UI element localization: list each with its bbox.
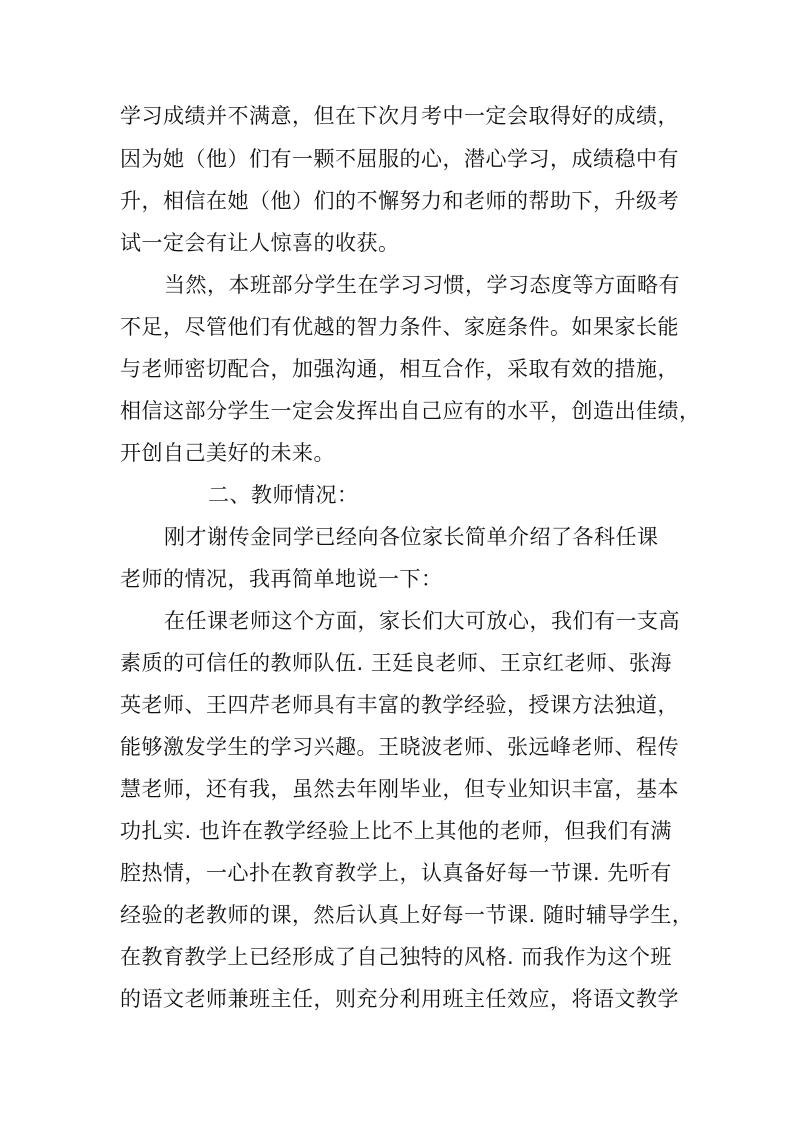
paragraph-line: 升，相信在她（他）们的不懈努力和老师的帮助下，升级考 bbox=[120, 189, 679, 213]
paragraph-line: 在任课老师这个方面，家长们大可放心，我们有一支高 bbox=[164, 609, 680, 633]
paragraph-line: 开创自己美好的未来。 bbox=[120, 441, 335, 465]
paragraph-line: 老师的情况，我再简单地说一下： bbox=[120, 567, 443, 591]
paragraph-line: 学习成绩并不满意，但在下次月考中一定会取得好的成绩， bbox=[120, 104, 679, 128]
paragraph-line: 素质的可信任的教师队伍. 王廷良老师、王京红老师、张海 bbox=[120, 651, 672, 675]
paragraph-line: 当然，本班部分学生在学习习惯，学习态度等方面略有 bbox=[164, 273, 680, 297]
paragraph-line: 在教育教学上已经形成了自己独特的风格. 而我作为这个班 bbox=[120, 945, 672, 969]
paragraph-line: 不足，尽管他们有优越的智力条件、家庭条件。如果家长能 bbox=[120, 315, 679, 339]
paragraph-line: 腔热情，一心扑在教育教学上，认真备好每一节课. 先听有 bbox=[120, 861, 672, 885]
paragraph-line: 功扎实. 也许在教学经验上比不上其他的老师，但我们有满 bbox=[120, 819, 672, 843]
paragraph-line: 的语文老师兼班主任，则充分利用班主任效应，将语文教学 bbox=[120, 987, 679, 1011]
paragraph-line: 英老师、王四芹老师具有丰富的教学经验，授课方法独道， bbox=[120, 693, 679, 717]
paragraph-line: 相信这部分学生一定会发挥出自己应有的水平，创造出佳绩， bbox=[120, 399, 701, 423]
paragraph-line: 因为她（他）们有一颗不屈服的心，潜心学习，成绩稳中有 bbox=[120, 147, 679, 171]
paragraph-line: 能够激发学生的学习兴趣。王晓波老师、张远峰老师、程传 bbox=[120, 735, 679, 759]
paragraph-line: 与老师密切配合，加强沟通，相互合作，采取有效的措施， bbox=[120, 357, 679, 381]
paragraph-line: 刚才谢传金同学已经向各位家长简单介绍了各科任课 bbox=[164, 525, 659, 549]
section-heading: 二、教师情况： bbox=[208, 483, 359, 507]
paragraph-line: 试一定会有让人惊喜的收获。 bbox=[120, 231, 400, 255]
paragraph-line: 经验的老教师的课，然后认真上好每一节课. 随时辅导学生， bbox=[120, 903, 694, 927]
paragraph-line: 慧老师，还有我，虽然去年刚毕业，但专业知识丰富，基本 bbox=[120, 777, 679, 801]
